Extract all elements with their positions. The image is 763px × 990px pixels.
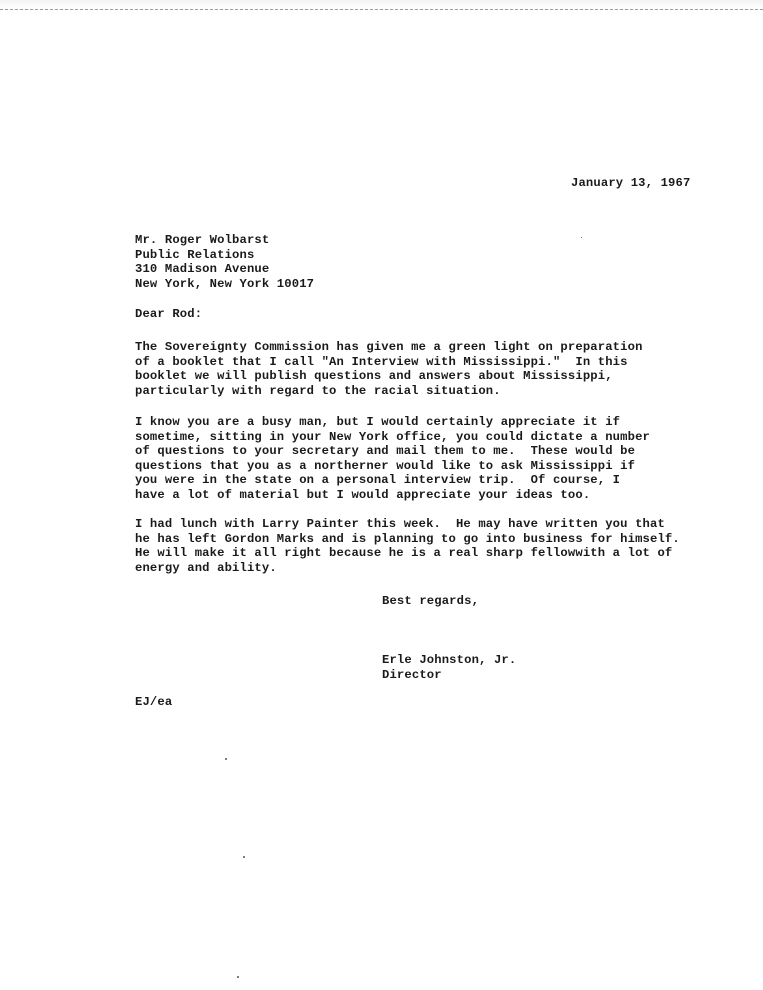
- paragraph-line: have a lot of material but I would appreciate your ideas too.: [135, 487, 591, 502]
- scan-speck: [243, 856, 245, 858]
- salutation: Dear Rod:: [135, 307, 203, 321]
- signer-title: Director: [382, 667, 442, 682]
- paragraph-line: energy and ability.: [135, 560, 277, 575]
- reference-initials: EJ/ea: [135, 695, 173, 709]
- signature-block: [382, 653, 516, 682]
- paragraph-line: you were in the state on a personal interview trip. Of course, I: [135, 473, 621, 488]
- paragraph-3: [135, 517, 680, 575]
- recipient-address: [135, 233, 314, 291]
- scan-speck: [237, 976, 239, 978]
- paragraph-line: sometime, sitting in your New York office, you could dictate a number: [135, 429, 650, 444]
- paragraph-line: he has left Gordon Marks and is planning to go into business for himself.: [135, 531, 680, 546]
- paragraph-line: I had lunch with Larry Painter this week. He may have written you that: [135, 517, 665, 531]
- signer-name: Erle Johnston, Jr.: [382, 653, 517, 667]
- paragraph-line: of a booklet that I call "An Interview with Mississippi." In this: [135, 354, 628, 369]
- page-top-edge: [0, 0, 763, 10]
- paragraph-1: [135, 340, 643, 398]
- scan-speck: [581, 237, 582, 238]
- paragraph-line: questions that you as a northerner would like to ask Mississippi if: [135, 458, 636, 473]
- recipient-name: Mr. Roger Wolbarst: [135, 233, 270, 247]
- recipient-line-2: Public Relations: [135, 247, 255, 262]
- recipient-line-4: New York, New York 10017: [135, 276, 315, 291]
- recipient-line-3: 310 Madison Avenue: [135, 262, 270, 277]
- paragraph-line: of questions to your secretary and mail them to me. These would be: [135, 444, 636, 459]
- letter-date: January 13, 1967: [571, 176, 691, 190]
- paragraph-line: booklet we will publish questions and answers about Mississippi,: [135, 369, 613, 384]
- paragraph-line: The Sovereignty Commission has given me a green light on preparation: [135, 340, 643, 354]
- scan-speck: [225, 758, 227, 760]
- paragraph-line: I know you are a busy man, but I would certainly appreciate it if: [135, 415, 621, 429]
- paragraph-2: [135, 415, 650, 503]
- paragraph-line: He will make it all right because he is a real sharp fellowwith a lot of: [135, 546, 673, 561]
- paragraph-line: particularly with regard to the racial situation.: [135, 383, 501, 398]
- closing: Best regards,: [382, 594, 480, 608]
